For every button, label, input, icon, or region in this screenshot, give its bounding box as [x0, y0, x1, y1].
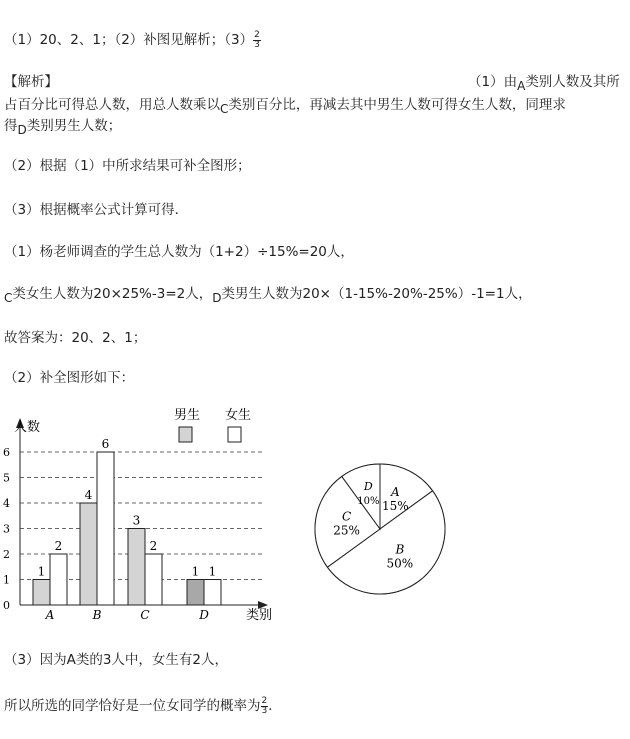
solution-line-1: （1）杨老师调查的学生总人数为（1+2）÷15%=20人，: [4, 244, 354, 260]
bar-A-male: [33, 580, 50, 606]
bar-D-female: [204, 580, 221, 606]
y-tick-label: 4: [3, 497, 10, 510]
bar-chart: [0, 400, 300, 630]
y-tick-label: 6: [3, 446, 10, 459]
solution-line-5: （3）因为A类的3人中，女生有2人，: [4, 652, 229, 668]
answer-fraction: $\frac{2}{3}$: [254, 29, 260, 50]
y-tick-label: 0: [3, 599, 10, 612]
bar-value-label: 1: [208, 564, 217, 579]
analysis-line-2: 占百分比可得总人数，用总人数乘以C类别百分比，再减去其中男生人数可得女生人数，同理求: [4, 97, 566, 116]
pie-percent-A: 15%: [382, 498, 409, 513]
category-labels: [45, 608, 210, 622]
bar-value-label: 1: [37, 564, 46, 579]
category-label-A: A: [45, 608, 55, 622]
category-label-C: C: [140, 608, 150, 622]
pie-percent-D: 10%: [357, 496, 380, 508]
legend-female-label: 女生: [225, 408, 252, 423]
answer-text: （1）20、2、1；（2）补图见解析；（3）: [4, 32, 254, 48]
solution-line-6: 所以所选的同学恰好是一位女同学的概率为 $\frac{2}{3}$ ．: [4, 695, 282, 716]
bar-value-label: 1: [191, 564, 200, 579]
bar-value-label: 6: [101, 437, 110, 451]
bar-value-label: 2: [149, 539, 158, 553]
y-tick-label: 1: [3, 573, 10, 587]
bar-B-female: [97, 452, 114, 605]
bar-value-label: 3: [132, 513, 141, 528]
bar-C-male: [128, 529, 145, 606]
pie-label-C: C: [342, 509, 352, 524]
y-axis-label: 人数: [14, 420, 41, 435]
solution-line-2: C类女生人数为20×25%-3=2人，D类男生人数为20×（1-15%-20%-25%）-1=1人，: [4, 286, 532, 305]
y-tick-labels: [3, 446, 10, 612]
category-label-B: B: [92, 608, 102, 622]
bar-B-male: [80, 503, 97, 605]
bar-D-male: [187, 580, 204, 606]
pie-label-D: D: [363, 480, 373, 494]
y-tick-label: 5: [3, 471, 10, 485]
analysis-line-3: 得D类别男生人数；: [4, 118, 122, 137]
bar-value-label: 2: [54, 539, 63, 553]
bar-value-label: 4: [84, 488, 93, 502]
analysis-heading: 【解析】: [4, 74, 58, 90]
solution-line-3: 故答案为：20、2、1；: [4, 330, 147, 346]
y-tick-label: 3: [3, 522, 10, 536]
analysis-line-4: （2）根据（1）中所求结果可补全图形；: [4, 158, 251, 174]
bar-A-female: [50, 554, 67, 605]
category-label-D: D: [199, 608, 209, 622]
bar-C-female: [145, 554, 162, 605]
x-axis-label: 类别: [246, 608, 273, 623]
legend-male-swatch: [179, 427, 192, 442]
legend-male-label: 男生: [174, 408, 201, 423]
analysis-line-1: （1）由A类别人数及其所: [468, 74, 620, 93]
solution-line-4: （2）补全图形如下：: [4, 370, 135, 386]
pie-chart: [305, 448, 455, 610]
legend-female-swatch: [228, 427, 241, 442]
answer-line: [4, 28, 261, 50]
y-tick-label: 2: [3, 548, 10, 561]
pie-percent-B: 50%: [386, 556, 414, 571]
pie-percent-C: 25%: [333, 523, 360, 538]
pie-label-A: A: [391, 484, 400, 499]
probability-fraction: $\frac{2}{3}$: [261, 695, 268, 716]
analysis-line-5: （3）根据概率公式计算可得．: [4, 202, 189, 218]
pie-label-B: B: [395, 542, 405, 557]
